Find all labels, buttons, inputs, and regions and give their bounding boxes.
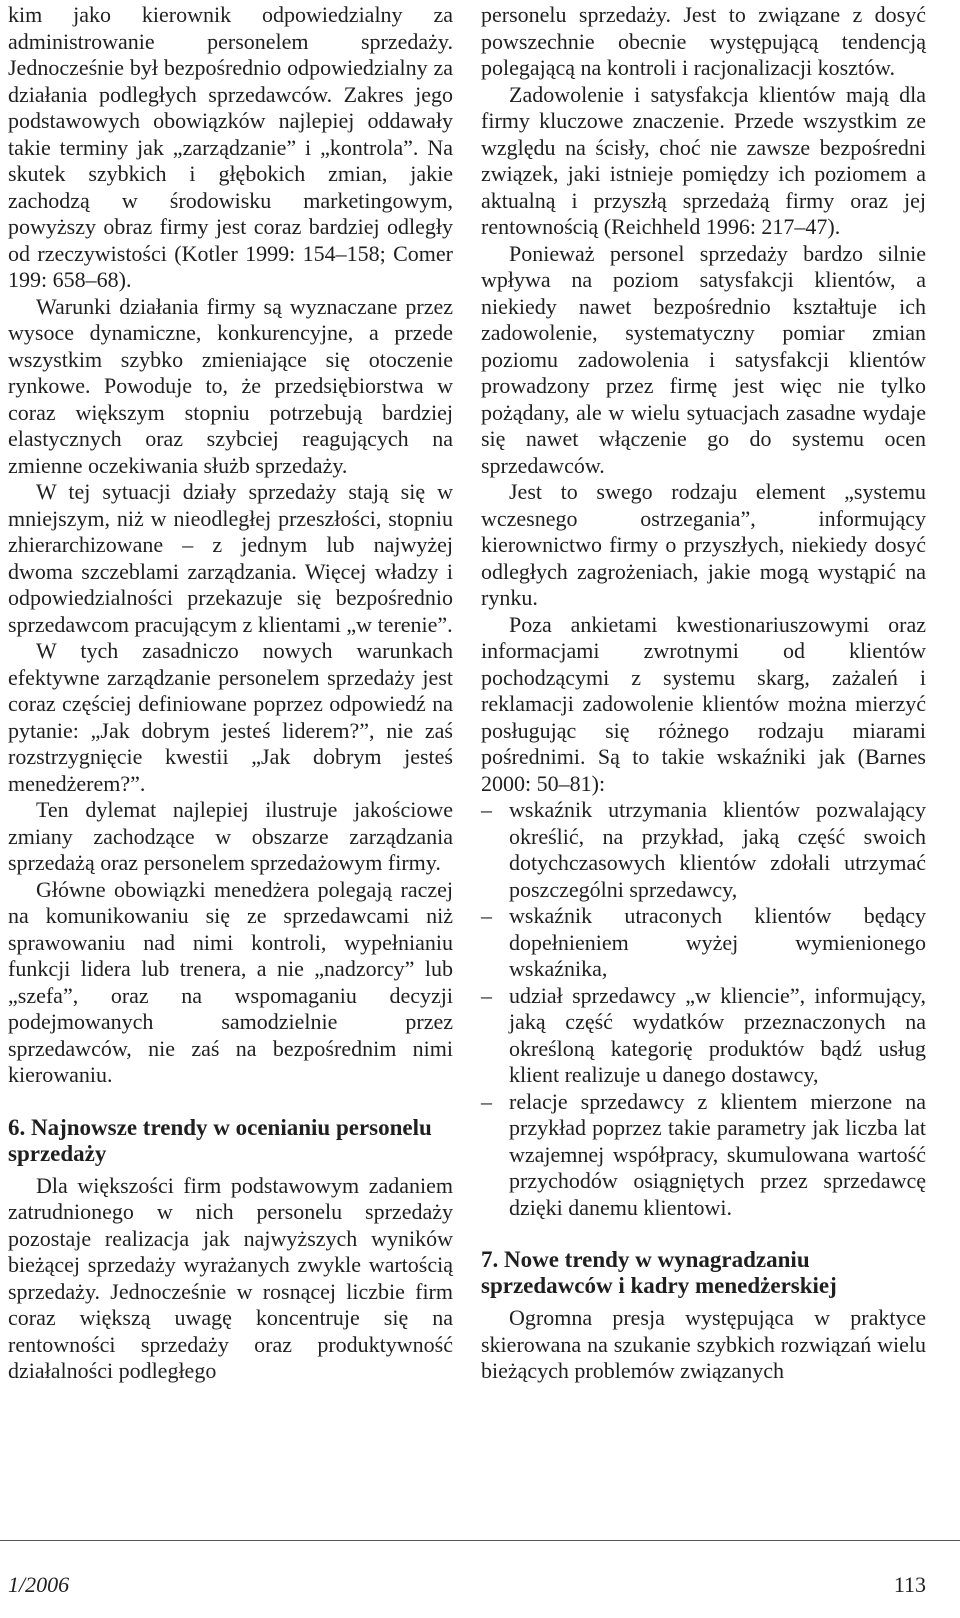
list-item-text: relacje sprzedawcy z klientem mierzone na przykład poprzez takie parametry jak liczba lat wzajemnej współpracy, skumulowana wartość przychodów osiągniętych przez sprzedawcę dzięki danemu klientowi. — [509, 1088, 926, 1220]
list-item-text: udział sprzedawcy „w kliencie”, informujący, jaką część wydatków przeznaczonych na określoną kategorię produktów bądź usług klient realizuje u danego dostawcy, — [509, 982, 926, 1087]
section-heading: 7. Nowe trendy w wynagradzaniu sprzedawców i kadry menedżerskiej — [481, 1247, 837, 1298]
list-dash: – — [481, 1088, 492, 1114]
list-item-text: wskaźnik utraconych klientów będący dopełnieniem wyżej wymienionego wskaźnika, — [509, 903, 926, 981]
section-heading: 6. Najnowsze trendy w ocenianiu personelu sprzedaży — [8, 1114, 432, 1166]
paragraph: Dla większości firm podstawowym zadaniem zatrudnionego w nich personelu sprzedaży pozostaje realizacja jak najwyższych wyników bieżącej sprzedaży wyrażanych zwykle wartością sprzedaży. Jednocześnie w rosnącej liczbie firm coraz większą uwagę koncentruje się na rentowności sprzedaży oraz produktywność działalności podległego — [8, 1172, 453, 1383]
paragraph: Ogromna presja występująca w praktyce skierowana na szukanie szybkich rozwiązań wielu bieżących problemów związanych — [481, 1305, 926, 1383]
issue-number: 1/2006 — [8, 1572, 70, 1597]
list-dash: – — [481, 982, 492, 1008]
list-item — [481, 903, 926, 983]
right-column — [481, 2, 926, 1385]
paragraph: Ten dylemat najlepiej ilustruje jakościowe zmiany zachodzące w obszarze zarządzania sprzedażą oraz personelem sprzedażowym firmy. — [8, 797, 453, 875]
list-dash: – — [481, 797, 492, 822]
paragraph: W tej sytuacji działy sprzedaży stają się w mniejszym, niż w nieodległej przeszłości, stopniu zhierarchizowane – z jednym lub najwyżej dwoma szczeblami zarządzania. Więcej władzy i odpowiedzialności przekazuje się bezpośrednio sprzedawcom pracującym z klientami „w terenie”. — [8, 479, 453, 637]
paragraph: Poza ankietami kwestionariuszowymi oraz informacjami zwrotnymi od klientów pochodzącymi z systemu skarg, zażaleń i reklamacji zadowolenie klientów można mierzyć posługując się różnego rodzaju miarami pośrednimi. Są to takie wskaźniki jak (Barnes 2000: 50–81): — [481, 611, 926, 796]
page-number: 113 — [893, 1572, 926, 1597]
footer-rule — [0, 1540, 960, 1541]
indicator-list — [481, 797, 926, 1221]
list-item — [481, 797, 926, 903]
paragraph: Jest to swego rodzaju element „systemu wczesnego ostrzegania”, informujący kierownictwo firmy o przyszłych, niekiedy dosyć odległych zagrożeniach, jakie mogą wystąpić na rynku. — [481, 479, 926, 610]
list-item-text: wskaźnik utrzymania klientów pozwalający określić, na przykład, jaką część swoich dotychczasowych klientów zdołali utrzymać poszczególni sprzedawcy, — [509, 797, 926, 902]
paragraph: personelu sprzedaży. Jest to związane z dosyć powszechnie obecnie występującą tendencją polegającą na kontroli i racjonalizacji kosztów. — [481, 2, 926, 80]
left-column — [8, 2, 453, 1385]
paragraph: Główne obowiązki menedżera polegają raczej na komunikowaniu się ze sprzedawcami niż sprawowaniu nad nimi kontroli, wypełnianiu funkcji lidera lub trenera, a nie „nadzorcy” lub „szefa”, oraz na wspomaganiu decyzji podejmowanych samodzielnie przez sprzedawców, nie zaś na bezpośrednim nimi kierowaniu. — [8, 876, 453, 1087]
paragraph: W tych zasadniczo nowych warunkach efektywne zarządzanie personelem sprzedaży jest coraz częściej definiowane poprzez odpowiedź na pytanie: „Jak dobrym jesteś liderem?”, nie zaś rozstrzygnięcie kwestii „Jak dobrym jesteś menedżerem?”. — [8, 638, 453, 796]
paragraph: Zadowolenie i satysfakcja klientów mają dla firmy kluczowe znaczenie. Przede wszystkim ze względu na ścisły, choć nie zawsze bezpośredni związek, jaki istnieje pomiędzy ich poziomem a aktualną i przyszłą sprzedażą firmy oraz jej rentownością (Reichheld 1996: 217–47). — [481, 81, 926, 239]
paragraph: Warunki działania firmy są wyznaczane przez wysoce dynamiczne, konkurencyjne, a przede wszystkim szybko zmieniające się otoczenie rynkowe. Powoduje to, że przedsiębiorstwa w coraz większym stopniu potrzebują bardziej elastycznych oraz szybciej reagujących na zmienne oczekiwania służb sprzedaży. — [8, 293, 453, 478]
list-item — [481, 983, 926, 1089]
list-item — [481, 1089, 926, 1222]
paragraph: kim jako kierownik odpowiedzialny za administrowanie personelem sprzedaży. Jednocześnie był bezpośrednio odpowiedzialny za działania podległych sprzedawców. Zakres jego podstawowych obowiązków najlepiej oddawały takie terminy jak „zarządzanie” i „kontrola”. Na skutek szybkich i głębokich zmian, jakie zachodzą w środowisku marketingowym, powyższy obraz firmy jest coraz bardziej odległy od rzeczywistości (Kotler 1999: 154–158; Comer 199: 658–68). — [8, 2, 453, 292]
paragraph: Ponieważ personel sprzedaży bardzo silnie wpływa na poziom satysfakcji klientów, a niekiedy nawet bezpośrednio kształtuje ich zadowolenie, systematyczny pomiar zmian poziomu zadowolenia i satysfakcji klientów prowadzony przez firmę jest więc nie tylko pożądany, ale w wielu sytuacjach zasadne wydaje się nawet włączenie go do systemu ocen sprzedawców. — [481, 240, 926, 478]
list-dash: – — [481, 903, 492, 928]
